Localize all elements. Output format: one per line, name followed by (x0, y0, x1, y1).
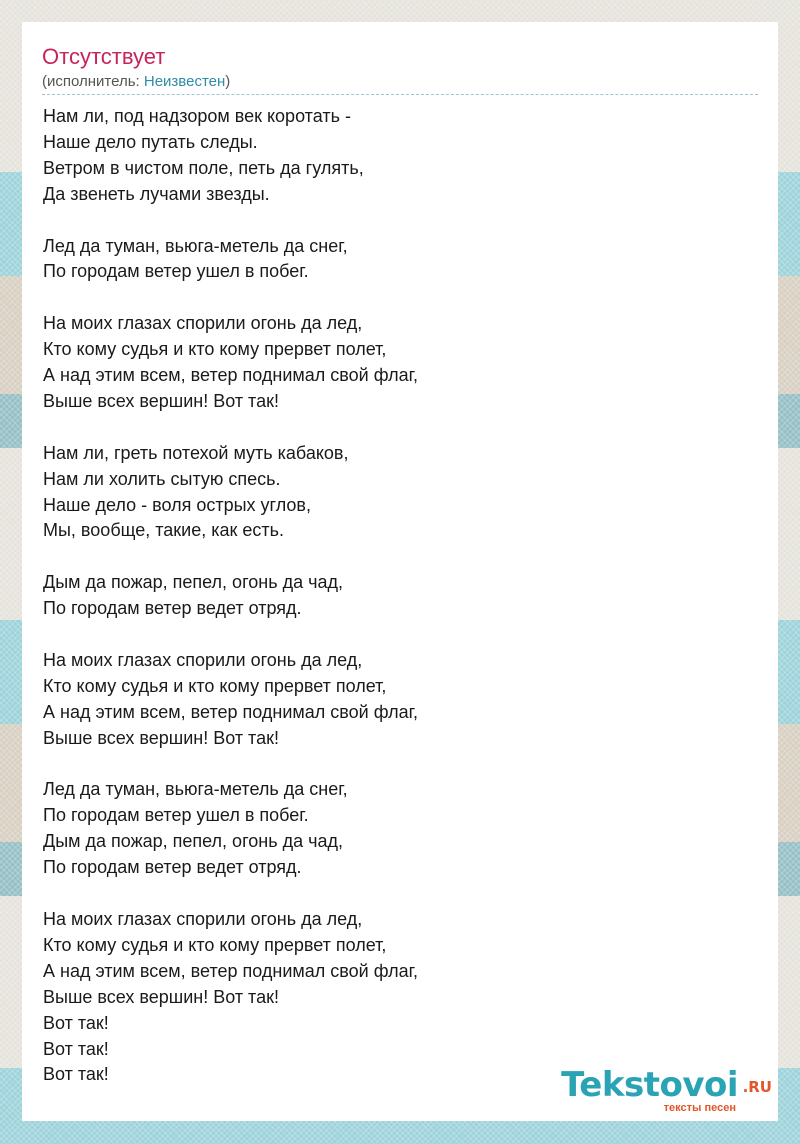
lyrics-line: Вот так! (43, 1038, 109, 1059)
lyrics-body (43, 104, 743, 1088)
performer-link[interactable]: Неизвестен (143, 73, 226, 90)
logo-name: Tekstovoi (561, 1065, 738, 1105)
lyrics-line: Лед да туман, вьюга-метель да снег, (43, 235, 348, 256)
lyrics-line: А над этим всем, ветер поднимал свой флаг, (43, 365, 418, 386)
site-logo[interactable] (562, 1065, 772, 1115)
lyrics-card (22, 22, 778, 1121)
lyrics-line: Вот так! (43, 1012, 109, 1033)
lyrics-line: Нам ли холить сытую спесь. (43, 468, 281, 489)
performer-prefix: (исполнитель: (42, 73, 144, 90)
lyrics-line: Кто кому судья и кто кому прервет полет, (43, 339, 387, 360)
lyrics-line: По городам ветер ведет отряд. (43, 857, 302, 878)
lyrics-stanza (43, 234, 743, 286)
lyrics-line: Кто кому судья и кто кому прервет полет, (43, 934, 387, 955)
lyrics-stanza (43, 104, 743, 208)
lyrics-stanza (43, 907, 743, 1088)
lyrics-line: На моих глазах спорили огонь да лед, (43, 649, 363, 670)
lyrics-line: Ветром в чистом поле, петь да гулять, (43, 157, 364, 178)
lyrics-line: А над этим всем, ветер поднимал свой флаг, (43, 701, 418, 722)
lyrics-line: Лед да туман, вьюга-метель да снег, (43, 779, 348, 800)
lyrics-line: По городам ветер ведет отряд. (43, 598, 302, 619)
lyrics-stanza (43, 441, 743, 545)
lyrics-line: Выше всех вершин! Вот так! (43, 727, 279, 748)
lyrics-stanza (43, 570, 743, 622)
lyrics-line: Дым да пожар, пепел, огонь да чад, (43, 572, 343, 593)
lyrics-line: Кто кому судья и кто кому прервет полет, (43, 675, 387, 696)
lyrics-line: Мы, вообще, такие, как есть. (43, 520, 285, 541)
lyrics-line: Да звенеть лучами звезды. (43, 183, 270, 204)
performer-line (42, 72, 230, 92)
logo-tagline: тексты песен (663, 1102, 736, 1114)
lyrics-stanza (43, 777, 743, 881)
song-title: Отсутствует (42, 44, 166, 69)
lyrics-line: Наше дело путать следы. (43, 131, 258, 152)
lyrics-stanza (43, 311, 743, 415)
lyrics-line: Нам ли, греть потехой муть кабаков, (43, 442, 349, 463)
lyrics-line: На моих глазах спорили огонь да лед, (43, 908, 363, 929)
lyrics-line: А над этим всем, ветер поднимал свой флаг, (43, 960, 418, 981)
logo-tld: .RU (742, 1078, 772, 1096)
lyrics-line: На моих глазах спорили огонь да лед, (43, 313, 363, 334)
lyrics-line: Вот так! (43, 1064, 109, 1085)
header-divider (42, 94, 758, 95)
lyrics-line: По городам ветер ушел в побег. (43, 805, 309, 826)
performer-suffix: ) (225, 73, 231, 90)
lyrics-line: Выше всех вершин! Вот так! (43, 390, 279, 411)
lyrics-line: Нам ли, под надзором век коротать - (43, 106, 351, 126)
lyrics-stanza (43, 648, 743, 752)
lyrics-line: Выше всех вершин! Вот так! (43, 986, 279, 1007)
lyrics-line: Дым да пожар, пепел, огонь да чад, (43, 831, 343, 852)
lyrics-line: Наше дело - воля острых углов, (43, 494, 311, 515)
lyrics-line: По городам ветер ушел в побег. (43, 261, 309, 282)
